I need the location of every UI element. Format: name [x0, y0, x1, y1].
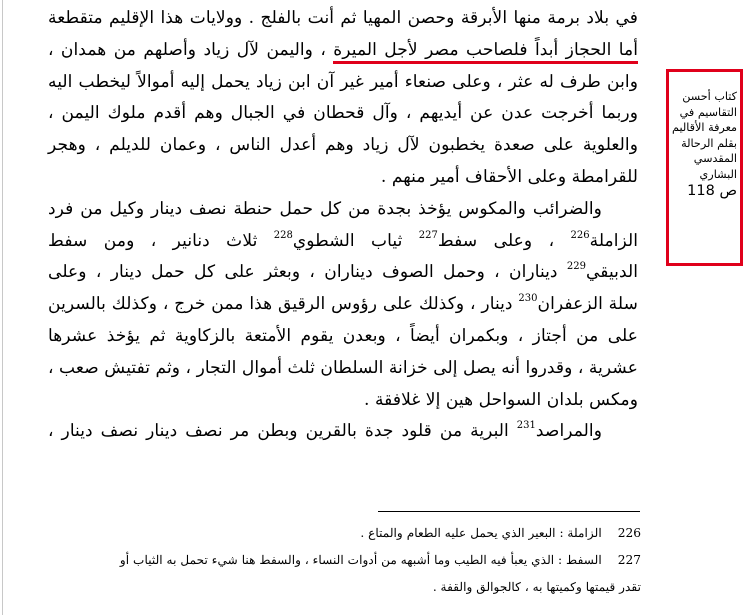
text-line-13: ومكس بلدان السواحل هين إلا غلافقة .	[364, 389, 638, 410]
text-line-14	[48, 416, 638, 448]
text-line-8	[48, 226, 638, 258]
footnote-ref-231: 231	[516, 420, 536, 432]
highlighted-phrase: أما الحجاز أبداً فلصاحب مصر لأجل الميرة	[333, 40, 638, 64]
citation-line: البشاري	[699, 167, 737, 181]
footnote-number: 227	[617, 553, 641, 567]
text-line-12: عشرية ، وقدروا أنه يصل إلى خزانة السلطان ثلث أموال التجار ، وثم تفتيش صعب ،	[48, 357, 638, 378]
citation-line: بقلم الرحالة	[681, 136, 737, 150]
citation-line: التقاسيم في	[679, 105, 737, 119]
text-segment: ثلاث دنانير ، ومن سفط	[48, 230, 258, 251]
footnote-227-continuation: تقدر قيمتها وكميتها به ، كالجوالق والقفة .	[432, 580, 641, 594]
word-marasid: والمراصد	[535, 421, 602, 442]
footnote-number: 226	[617, 526, 641, 540]
citation-line: معرفة الأقاليم	[672, 121, 737, 134]
text-line-9	[48, 257, 638, 289]
footnote-text: السفط : الذي يعبأ فيه الطيب وما أشبهه من أدوات النساء ، والسفط هنا شيء تحمل به الثياب أو	[119, 553, 602, 567]
text-segment: ، وعلى سفط	[437, 230, 555, 251]
footnote-227	[119, 547, 641, 574]
footnote-ref-229: 229	[566, 261, 586, 273]
footnote-ref-228: 228	[273, 229, 293, 241]
text-line-2-rest: ، واليمن لآل زياد وأصلهم من همدان ،	[48, 39, 326, 60]
text-line-11: على من أجتاز ، وبكمران أيضاً ، وبعدن يقوم الأمتعة بالزكاوية ثم يؤخذ عشرها	[48, 325, 638, 346]
left-margin-rule	[2, 0, 3, 615]
text-segment: ديناران ، وحمل الصوف ديناران ، وبعثر على كل حمل دينار ، وعلى	[48, 262, 558, 283]
text-segment: دينار ، وكذلك على رؤوس الرقيق هذا ممن خرج ، وكذلك بالسرين	[48, 294, 513, 315]
text-line-10	[48, 289, 638, 321]
source-citation-box	[666, 69, 743, 266]
text-line-6: للقرامطة وعلى الأحقاف أمير منهم .	[380, 166, 638, 187]
text-line-5: والعلوية على صعدة يخطبون لآل زياد وهم أعدل الناس ، وعمان للديلم ، وهجر	[48, 135, 638, 156]
text-segment: ثياب الشطوي	[292, 230, 403, 251]
footnote-text: الزاملة : البعير الذي يحمل عليه الطعام والمتاع .	[360, 526, 602, 540]
text-line-4: وربما أخرجت عدن عن أيديهم ، وآل قحطان في الجبال وهم أقدم ملوك اليمن ،	[48, 103, 638, 124]
text-line-3: وابن طرف له عثر ، وعلى صنعاء أمير غير آن ابن زياد يحمل إليه أموالاً ليخطب اليه	[48, 71, 638, 92]
footnote-226	[135, 520, 641, 547]
footnote-ref-226: 226	[570, 229, 590, 241]
footnote-ref-230: 230	[518, 293, 538, 305]
citation-page: ص 118	[687, 183, 737, 199]
footnote-separator	[378, 511, 640, 512]
footnote-ref-227: 227	[418, 229, 438, 241]
word-zamila: الزاملة	[589, 230, 638, 251]
citation-line: كتاب أحسن	[682, 90, 737, 103]
word-dabiqi: الدبيقي	[585, 262, 638, 283]
text-segment: البرية من قلود جدة بالقرين وبطن مر نصف دينار نصف دينار ،	[48, 421, 509, 442]
citation-line: المقدسي	[693, 152, 737, 165]
text-line-2	[48, 35, 638, 67]
main-text	[48, 3, 638, 448]
text-segment: سلة الزعفران	[537, 294, 638, 315]
text-line-7: والضرائب والمكوس يؤخذ بجدة من كل حمل حنطة نصف دينار وكيل من فرد	[48, 198, 602, 219]
footnotes	[119, 520, 641, 601]
text-line-1: في بلاد برمة منها الأبرقة وحصن المهيا ثم أنت بالفلج . وولايات هذا الإقليم متقطعة	[48, 8, 638, 28]
